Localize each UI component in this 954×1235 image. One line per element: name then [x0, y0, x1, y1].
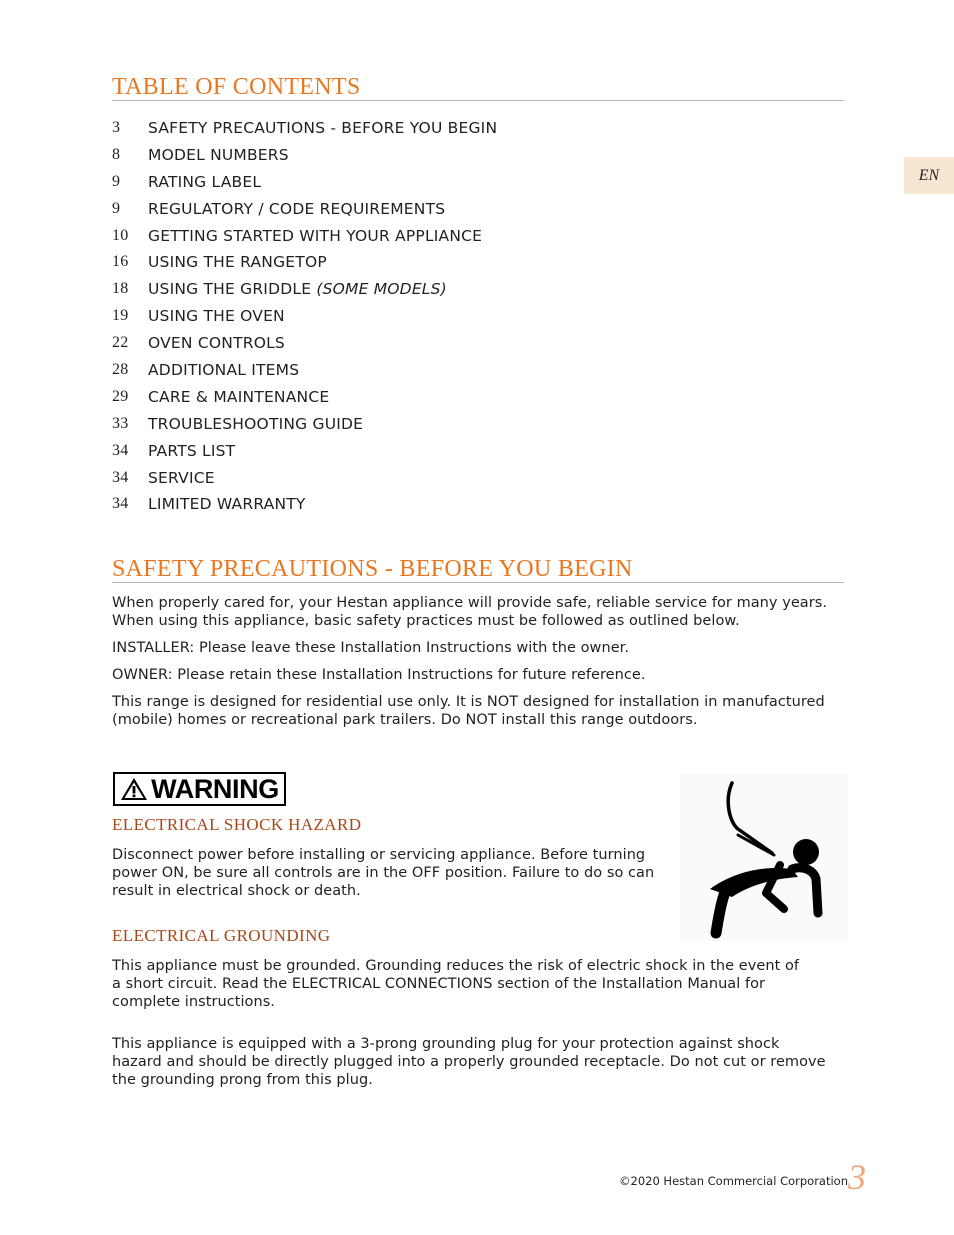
toc-list: [112, 117, 497, 520]
grounding-text-2: This appliance is equipped with a 3-prong grounding plug for your protection against shock hazard and should be directly plugged into a properly grounded receptacle. Do not cut or remove the grounding prong from this plug.: [112, 1036, 826, 1088]
toc-item-title: PARTS LIST: [148, 441, 236, 460]
toc-item[interactable]: [112, 386, 497, 413]
toc-item-title: USING THE OVEN: [148, 307, 285, 326]
toc-page-number: 3: [112, 119, 121, 136]
residential-use-text: This range is designed for residential use only. It is NOT designed for installation in manufactured (mobile) homes or recreational park trailers. Do NOT install this range outdoors.: [112, 694, 825, 728]
page-number: 3: [848, 1157, 866, 1197]
language-tab: EN: [904, 157, 954, 194]
electrical-shock-icon: [680, 773, 848, 941]
toc-item[interactable]: [112, 332, 497, 359]
warning-triangle-icon: [120, 777, 148, 801]
toc-item[interactable]: [112, 305, 497, 332]
toc-page-number: 19: [112, 307, 129, 325]
toc-item-title: LIMITED WARRANTY: [148, 495, 306, 514]
toc-page-number: 9: [112, 199, 121, 217]
copyright-text: ©2020 Hestan Commercial Corporation: [619, 1174, 849, 1188]
electrical-shock-heading: ELECTRICAL SHOCK HAZARD: [112, 815, 362, 834]
toc-item-title: USING THE GRIDDLE: [148, 280, 312, 299]
toc-item-title: REGULATORY / CODE REQUIREMENTS: [148, 199, 446, 218]
toc-page-number: 28: [112, 361, 129, 379]
toc-page-number: 9: [112, 172, 121, 190]
warning-word: WARNING: [151, 774, 279, 804]
toc-page-number: 34: [112, 495, 129, 513]
owner-note: OWNER: Please retain these Installation Instructions for future reference.: [112, 667, 646, 683]
electrical-shock-text: Disconnect power before installing or servicing appliance. Before turning power ON, be sure all controls are in the OFF position. Failure to do so can result in electrical shock or death.: [112, 847, 655, 899]
toc-item-title: OVEN CONTROLS: [148, 334, 285, 353]
toc-item-title: RATING LABEL: [148, 172, 262, 191]
toc-item-title: SAFETY PRECAUTIONS - BEFORE YOU BEGIN: [148, 119, 498, 137]
electrical-grounding-heading: ELECTRICAL GROUNDING: [112, 926, 331, 945]
toc-item[interactable]: [112, 251, 497, 278]
toc-page-number: 34: [112, 468, 129, 486]
toc-page-number: 8: [112, 145, 121, 163]
toc-page-number: 16: [112, 253, 129, 271]
toc-item[interactable]: [112, 117, 497, 144]
toc-heading: TABLE OF CONTENTS: [112, 74, 844, 101]
toc-item[interactable]: [112, 225, 497, 252]
toc-item-title: GETTING STARTED WITH YOUR APPLIANCE: [148, 226, 483, 245]
warning-label: [113, 772, 286, 806]
toc-item-note: (SOME MODELS): [316, 280, 447, 299]
toc-page-number: 34: [112, 441, 129, 459]
toc-item[interactable]: [112, 467, 497, 494]
toc-item[interactable]: [112, 359, 497, 386]
toc-item-title: SERVICE: [148, 468, 215, 487]
toc-item[interactable]: [112, 171, 497, 198]
safety-intro-text: When properly cared for, your Hestan appliance will provide safe, reliable service for many years. When using this appliance, basic safety practices must be followed as outlined below.: [112, 595, 828, 629]
toc-item-title: TROUBLESHOOTING GUIDE: [148, 414, 364, 433]
toc-page-number: 22: [112, 334, 129, 352]
toc-page-number: 29: [112, 387, 129, 405]
toc-item-title: USING THE RANGETOP: [148, 253, 327, 272]
toc-page-number: 33: [112, 414, 129, 432]
toc-item-title: MODEL NUMBERS: [148, 145, 289, 164]
toc-item-title: ADDITIONAL ITEMS: [148, 361, 300, 380]
safety-heading: SAFETY PRECAUTIONS - BEFORE YOU BEGIN: [112, 556, 844, 583]
toc-item[interactable]: [112, 440, 497, 467]
toc-item[interactable]: [112, 198, 497, 225]
grounding-text-1: This appliance must be grounded. Grounding reduces the risk of electric shock in the event of a short circuit. Read the ELECTRICAL CONNECTIONS section of the Installation Manual for complete instructions.: [112, 958, 800, 1010]
toc-item-title: CARE & MAINTENANCE: [148, 387, 330, 406]
toc-item[interactable]: [112, 493, 497, 520]
toc-page-number: 10: [112, 226, 129, 244]
installer-note: INSTALLER: Please leave these Installation Instructions with the owner.: [112, 640, 630, 656]
toc-item[interactable]: [112, 413, 497, 440]
toc-item[interactable]: [112, 278, 497, 305]
toc-item[interactable]: [112, 144, 497, 171]
toc-page-number: 18: [112, 280, 129, 298]
